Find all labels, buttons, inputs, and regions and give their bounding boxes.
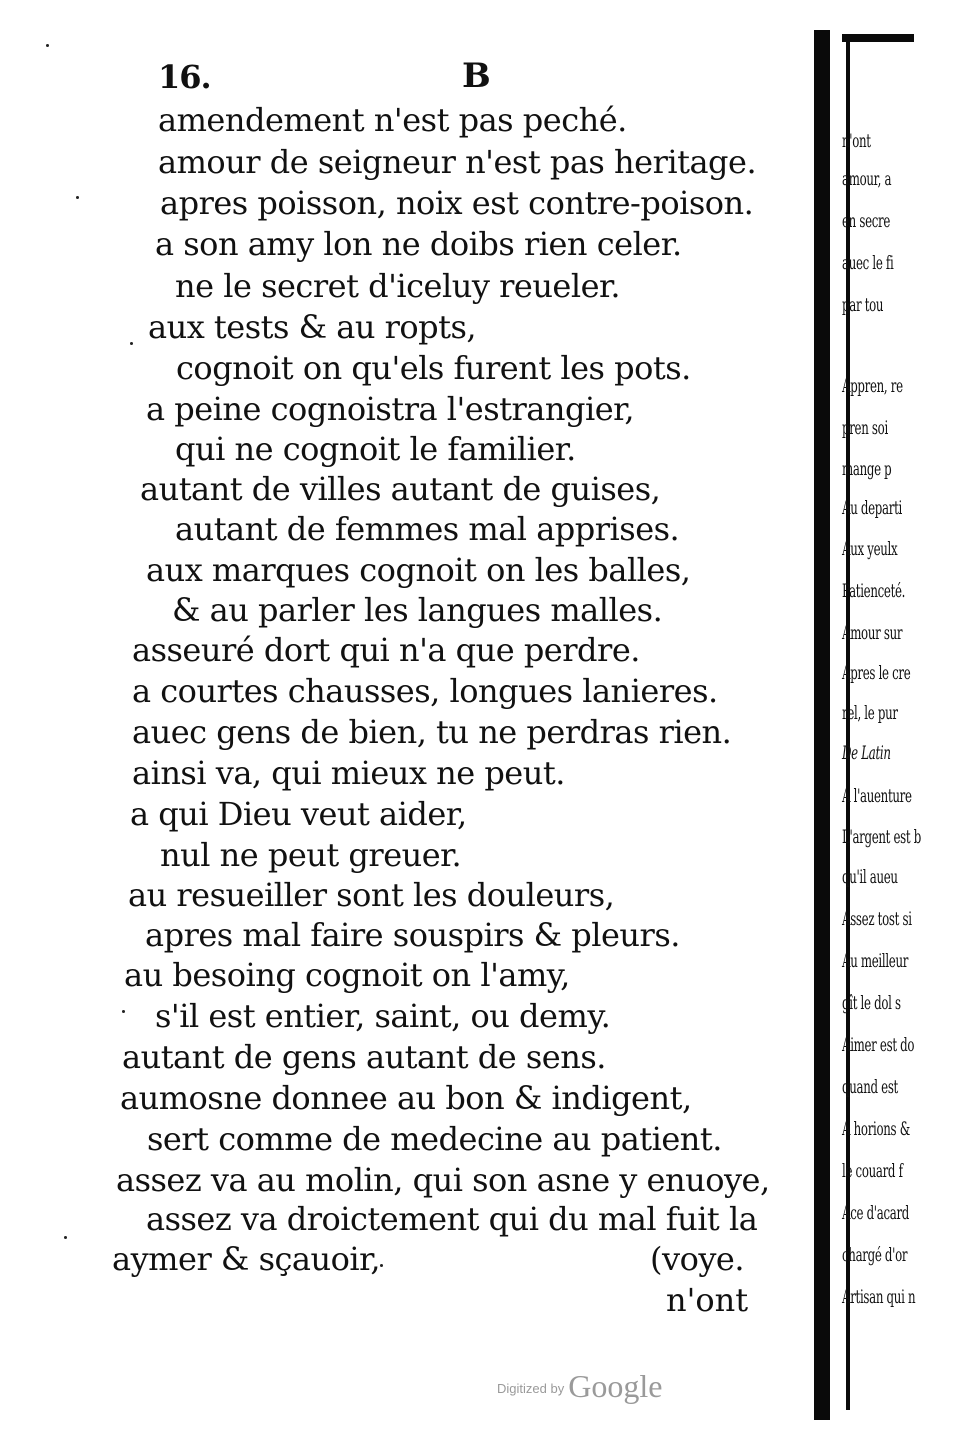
margin-fragment: mange p [842, 458, 892, 480]
margin-fragment: quand est [842, 1076, 898, 1098]
scan-speck [46, 44, 49, 47]
proverb-line: a qui Dieu veut aider, [130, 795, 467, 833]
proverb-line: apres mal faire souspirs & pleurs. [145, 916, 680, 954]
scan-speck [380, 1264, 383, 1267]
proverb-line: asseuré dort qui n'a que perdre. [132, 631, 640, 669]
proverb-line: ne le secret d'iceluy reueler. [175, 267, 620, 305]
proverb-line: assez va au molin, qui son asne y enuoye, [116, 1161, 770, 1199]
margin-fragment: n'ont [842, 130, 871, 152]
signature-mark: B [462, 56, 491, 96]
proverb-line: au besoing cognoit on l'amy, [124, 956, 570, 994]
margin-fragment: A l'auenture [842, 785, 912, 807]
scan-speck [122, 1010, 125, 1013]
margin-fragment: Apres le cre [842, 662, 911, 684]
margin-fragment: Patienceté. [842, 580, 906, 602]
margin-fragment: en secre [842, 210, 891, 232]
verse-continuation: (voye. [650, 1240, 745, 1278]
margin-fragment: qu'il aueu [842, 866, 898, 888]
margin-fragment: Aux yeulx [842, 538, 898, 560]
scan-speck [76, 196, 79, 199]
watermark-prefix: Digitized by [497, 1381, 565, 1396]
proverb-line: autant de gens autant de sens. [122, 1038, 606, 1076]
facing-page-edge-top [842, 34, 914, 42]
proverb-line: & au parler les langues malles. [172, 591, 663, 629]
proverb-line: aymer & sçauoir, [112, 1240, 381, 1278]
margin-fragment: De Latin [842, 742, 891, 764]
margin-fragment: par tou [842, 294, 884, 316]
proverb-line: amendement n'est pas peché. [158, 101, 627, 139]
proverb-line: a peine cognoistra l'estrangier, [146, 390, 635, 428]
page-number: 16. [158, 58, 211, 96]
proverb-line: amour de seigneur n'est pas heritage. [158, 143, 757, 181]
margin-fragment: amour, a [842, 168, 892, 190]
proverb-line: autant de villes autant de guises, [140, 470, 661, 508]
margin-fragment: L'argent est b [842, 826, 921, 848]
margin-fragment: A horions & [842, 1118, 910, 1140]
proverb-line: aux tests & au ropts, [148, 308, 477, 346]
margin-fragment: auec le fi [842, 252, 894, 274]
proverb-line: auec gens de bien, tu ne perdras rien. [132, 713, 732, 751]
proverb-line: ainsi va, qui mieux ne peut. [132, 754, 565, 792]
margin-fragment: chargé d'or [842, 1244, 908, 1266]
proverb-line: apres poisson, noix est contre-poison. [160, 184, 754, 222]
proverb-line: aumosne donnee au bon & indigent, [120, 1079, 692, 1117]
margin-fragment: Amour sur [842, 622, 903, 644]
proverb-line: s'il est entier, saint, ou demy. [155, 997, 611, 1035]
catchword: n'ont [666, 1281, 749, 1319]
proverb-line: assez va droictement qui du mal fuit la [146, 1200, 758, 1238]
scan-speck [64, 1236, 67, 1239]
proverb-line: a courtes chausses, longues lanieres. [132, 672, 718, 710]
proverb-line: au resueiller sont les douleurs, [128, 876, 615, 914]
margin-fragment: le couard f [842, 1160, 903, 1182]
scan-speck [130, 342, 133, 345]
proverb-line: cognoit on qu'els furent les pots. [176, 349, 691, 387]
proverb-line: autant de femmes mal apprises. [175, 510, 680, 548]
margin-fragment: gît le dol s [842, 992, 901, 1014]
margin-fragment: Ace d'acard [842, 1202, 910, 1224]
margin-fragment: Aimer est do [842, 1034, 915, 1056]
margin-fragment: Artisan qui n [842, 1286, 916, 1308]
proverb-line: qui ne cognoit le familier. [175, 430, 576, 468]
proverb-line: a son amy lon ne doibs rien celer. [155, 225, 682, 263]
margin-fragment: Assez tost si [842, 908, 912, 930]
margin-fragment: Appren, re [842, 375, 903, 397]
page-gutter-shadow [814, 30, 830, 1420]
google-logo: Google [568, 1368, 663, 1404]
proverb-line: aux marques cognoit on les balles, [146, 551, 691, 589]
margin-fragment: Au departi [842, 497, 902, 519]
margin-fragment: Au meilleur [842, 950, 909, 972]
digitized-by-google-watermark [497, 1368, 662, 1405]
margin-fragment: rel, le pur [842, 702, 898, 724]
proverb-line: nul ne peut greuer. [160, 836, 462, 874]
proverb-line: sert comme de medecine au patient. [147, 1120, 722, 1158]
margin-fragment: pren soi [842, 417, 888, 439]
